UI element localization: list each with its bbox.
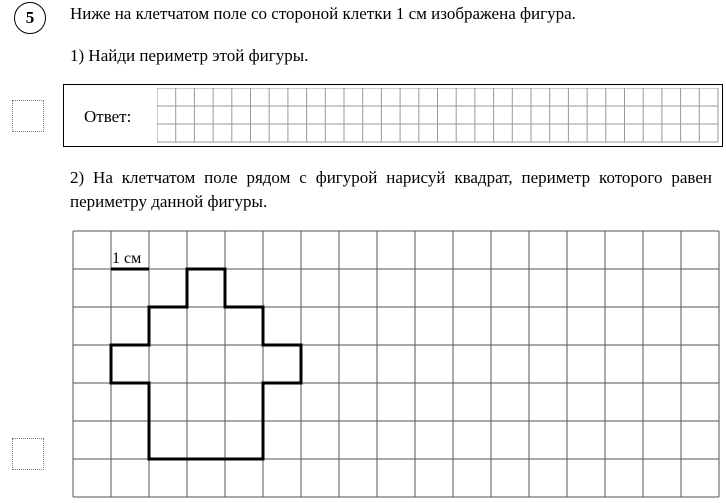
task-intro: Ниже на клетчатом поле со стороной клетки 1 см изображена фигура. [70,4,576,23]
question-2: 2) На клетчатом поле рядом с фигурой нарисуй квадрат, периметр которого равен периметру данной фигуры. [70,168,712,211]
figure-polygon [111,269,301,459]
question-1: 1) Найди периметр этой фигуры. [70,46,309,65]
scale-label: 1 см [112,250,142,267]
task-number: 5 [25,8,35,27]
answer-label: Ответ: [84,107,132,126]
